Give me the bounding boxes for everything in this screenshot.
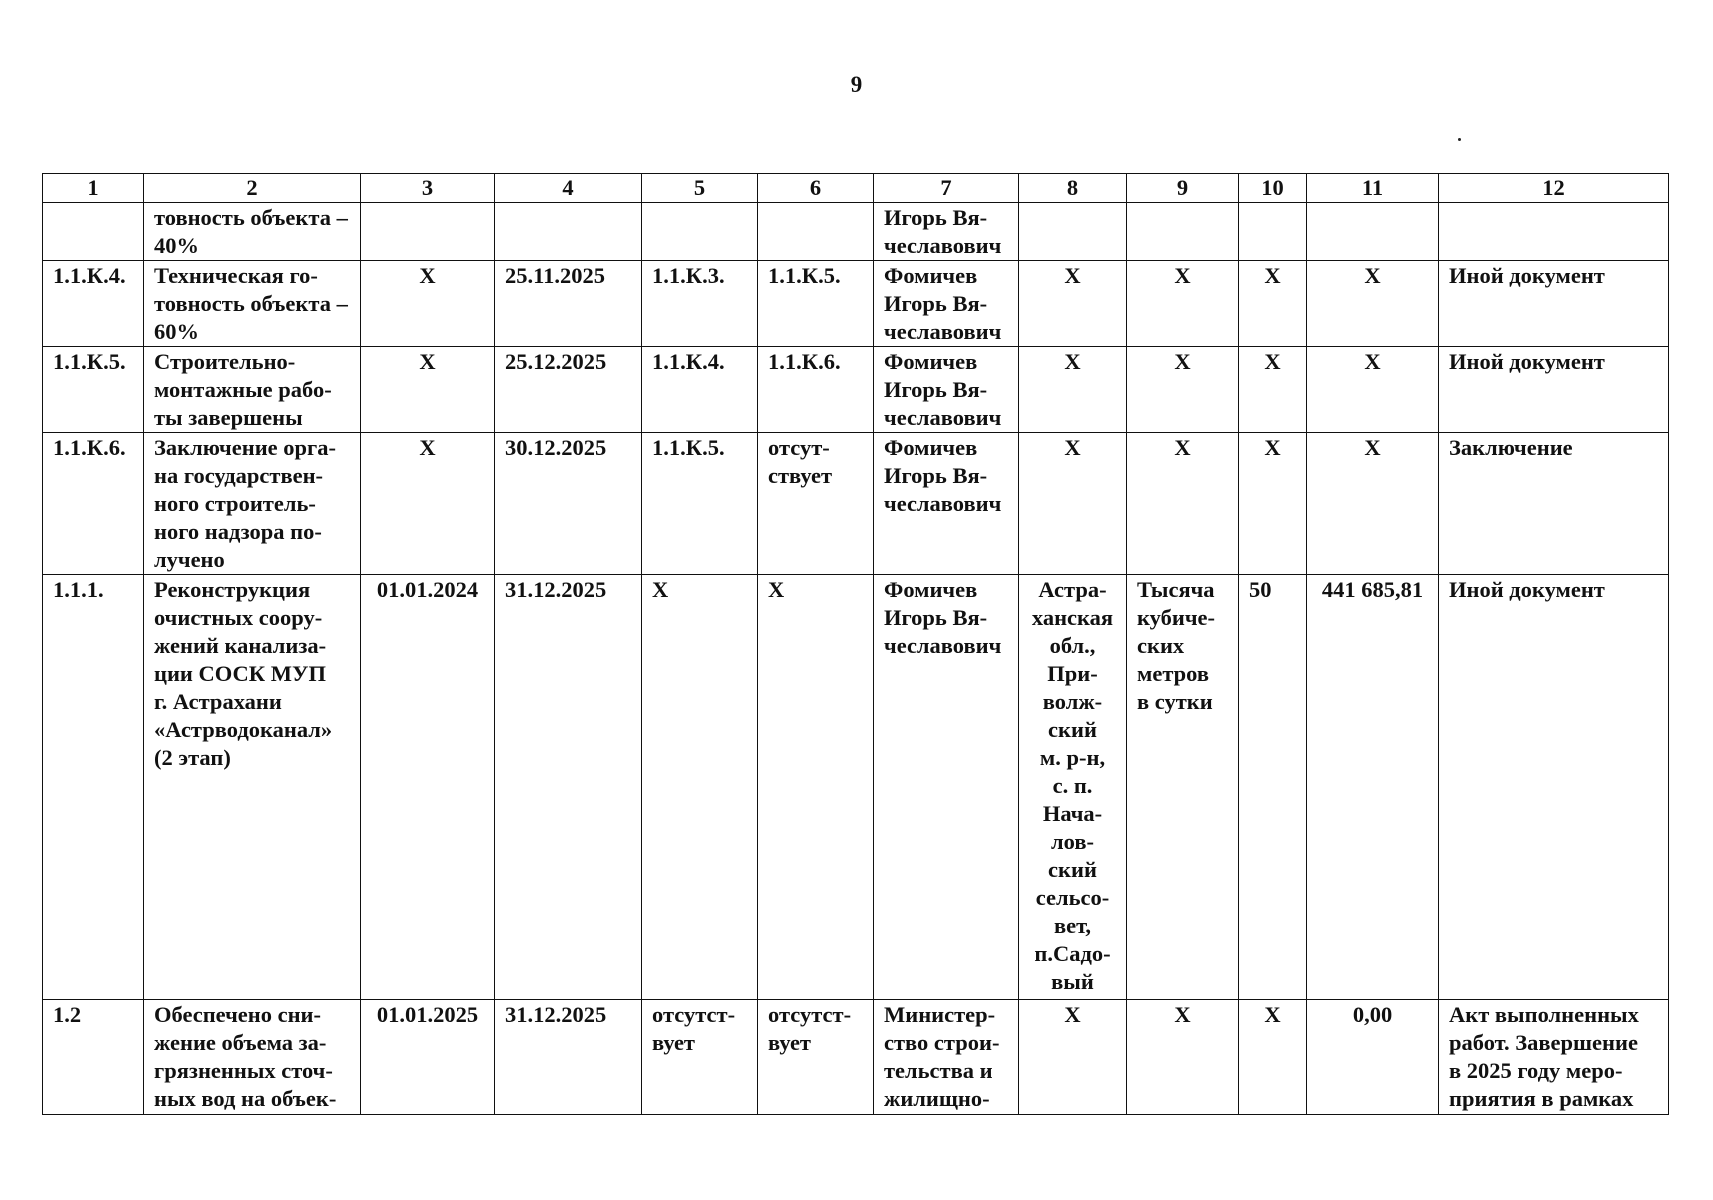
header-cell: 11 — [1307, 174, 1439, 203]
cell-start-date: X — [361, 433, 495, 575]
cell-responsible: Фомичев Игорь Вя- чеславович — [874, 347, 1019, 433]
header-cell: 7 — [874, 174, 1019, 203]
table-row — [43, 433, 1669, 575]
table-row — [43, 203, 1669, 261]
cell-number: 1.1.К.6. — [43, 433, 144, 575]
cell-value — [1239, 203, 1307, 261]
cell-number — [43, 203, 144, 261]
cell-location: X — [1019, 433, 1127, 575]
cell-budget — [1307, 203, 1439, 261]
cell-name: Реконструкция очистных соору- жений канализа- ции СОСК МУП г. Астрахани «Астрводоканал» (2 этап) — [144, 575, 361, 1000]
table-row — [43, 1000, 1669, 1115]
cell-start-date — [361, 203, 495, 261]
cell-start-date: 01.01.2024 — [361, 575, 495, 1000]
cell-value: X — [1239, 347, 1307, 433]
cell-value: X — [1239, 261, 1307, 347]
cell-document — [1439, 203, 1669, 261]
cell-end-date: 31.12.2025 — [495, 575, 642, 1000]
cell-unit: X — [1127, 433, 1239, 575]
cell-name: товность объекта – 40% — [144, 203, 361, 261]
cell-responsible: Фомичев Игорь Вя- чеславович — [874, 575, 1019, 1000]
cell-start-date: X — [361, 347, 495, 433]
cell-predecessor: отсутст- вует — [642, 1000, 758, 1115]
cell-value: 50 — [1239, 575, 1307, 1000]
cell-end-date: 25.11.2025 — [495, 261, 642, 347]
cell-successor: 1.1.К.6. — [758, 347, 874, 433]
cell-predecessor: 1.1.К.5. — [642, 433, 758, 575]
cell-document: Иной документ — [1439, 261, 1669, 347]
cell-location: X — [1019, 1000, 1127, 1115]
table-row — [43, 347, 1669, 433]
cell-end-date: 25.12.2025 — [495, 347, 642, 433]
cell-document: Заключение — [1439, 433, 1669, 575]
cell-successor: X — [758, 575, 874, 1000]
cell-successor: отсут- ствует — [758, 433, 874, 575]
cell-location: Астра- ханская обл., При- волж- ский м. р-н, с. п. Нача- лов- ский сельсо- вет, п.Садо- вый — [1019, 575, 1127, 1000]
header-cell: 6 — [758, 174, 874, 203]
cell-responsible: Фомичев Игорь Вя- чеславович — [874, 433, 1019, 575]
cell-budget: X — [1307, 347, 1439, 433]
table-row — [43, 575, 1669, 1000]
header-cell: 4 — [495, 174, 642, 203]
cell-start-date: X — [361, 261, 495, 347]
header-cell: 8 — [1019, 174, 1127, 203]
cell-document: Иной документ — [1439, 575, 1669, 1000]
cell-location: X — [1019, 347, 1127, 433]
cell-number: 1.1.1. — [43, 575, 144, 1000]
cell-value: X — [1239, 433, 1307, 575]
cell-successor: 1.1.К.5. — [758, 261, 874, 347]
cell-start-date: 01.01.2025 — [361, 1000, 495, 1115]
cell-end-date: 30.12.2025 — [495, 433, 642, 575]
cell-budget: X — [1307, 261, 1439, 347]
header-cell: 9 — [1127, 174, 1239, 203]
cell-responsible: Игорь Вя- чеславович — [874, 203, 1019, 261]
cell-successor — [758, 203, 874, 261]
cell-successor: отсутст- вует — [758, 1000, 874, 1115]
table-row — [43, 261, 1669, 347]
cell-predecessor: 1.1.К.3. — [642, 261, 758, 347]
plan-table — [42, 173, 1669, 1115]
header-cell: 3 — [361, 174, 495, 203]
header-row — [43, 174, 1669, 203]
cell-location: X — [1019, 261, 1127, 347]
cell-document: Иной документ — [1439, 347, 1669, 433]
header-cell: 2 — [144, 174, 361, 203]
cell-predecessor — [642, 203, 758, 261]
cell-responsible: Фомичев Игорь Вя- чеславович — [874, 261, 1019, 347]
cell-unit: X — [1127, 1000, 1239, 1115]
cell-unit — [1127, 203, 1239, 261]
cell-unit: Тысяча кубиче- ских метров в сутки — [1127, 575, 1239, 1000]
cell-budget: 441 685,81 — [1307, 575, 1439, 1000]
header-cell: 5 — [642, 174, 758, 203]
cell-end-date — [495, 203, 642, 261]
cell-predecessor: 1.1.К.4. — [642, 347, 758, 433]
header-cell: 1 — [43, 174, 144, 203]
cell-budget: X — [1307, 433, 1439, 575]
cell-budget: 0,00 — [1307, 1000, 1439, 1115]
page-number: 9 — [850, 72, 863, 97]
cell-name: Строительно- монтажные рабо- ты завершены — [144, 347, 361, 433]
cell-number: 1.2 — [43, 1000, 144, 1115]
header-cell: 10 — [1239, 174, 1307, 203]
scan-speck — [1458, 138, 1461, 141]
cell-unit: X — [1127, 261, 1239, 347]
cell-name: Обеспечено сни- жение объема за- грязненных сточ- ных вод на объек- — [144, 1000, 361, 1115]
header-cell: 12 — [1439, 174, 1669, 203]
cell-predecessor: X — [642, 575, 758, 1000]
cell-name: Заключение орга- на государствен- ного строитель- ного надзора по- лучено — [144, 433, 361, 575]
cell-name: Техническая го- товность объекта – 60% — [144, 261, 361, 347]
cell-document: Акт выполненных работ. Завершение в 2025 году меро- приятия в рамках — [1439, 1000, 1669, 1115]
cell-number: 1.1.К.4. — [43, 261, 144, 347]
cell-location — [1019, 203, 1127, 261]
cell-number: 1.1.К.5. — [43, 347, 144, 433]
cell-value: X — [1239, 1000, 1307, 1115]
cell-responsible: Министер- ство строи- тельства и жилищно- — [874, 1000, 1019, 1115]
cell-end-date: 31.12.2025 — [495, 1000, 642, 1115]
cell-unit: X — [1127, 347, 1239, 433]
